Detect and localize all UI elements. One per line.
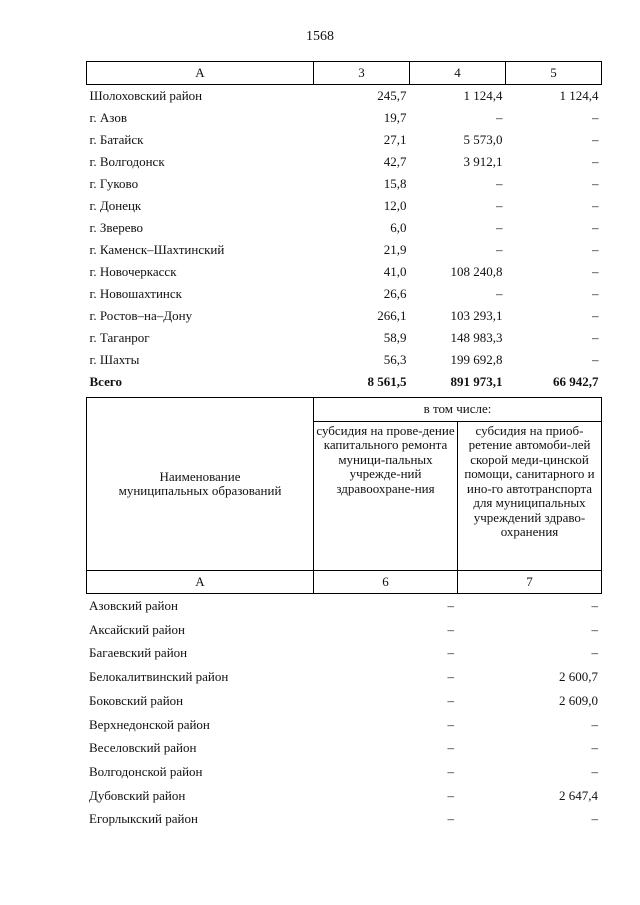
table-row (87, 327, 602, 349)
cell-value: – (592, 264, 599, 279)
cell-value: 66 942,7 (553, 374, 599, 389)
table-row (86, 594, 601, 618)
cell-value: 56,3 (383, 352, 407, 367)
table-row (86, 689, 601, 713)
cell-value: – (496, 286, 503, 301)
cell-name: Веселовский район (89, 740, 197, 756)
cell-value: – (447, 716, 454, 732)
table-row (87, 173, 602, 195)
cell-value: – (592, 132, 599, 147)
cell-name: Аксайский район (89, 621, 185, 637)
group-header: в том числе: (314, 398, 602, 422)
cell-name: г. Зверево (89, 220, 144, 235)
header-cell: 6 (314, 571, 458, 594)
cell-name: г. Шахты (89, 352, 140, 367)
cell-name: г. Батайск (89, 132, 144, 147)
table-row (87, 195, 602, 217)
cell-value: – (447, 811, 454, 827)
cell-value: – (496, 110, 503, 125)
cell-name: Багаевский район (89, 645, 188, 661)
cell-value: 42,7 (383, 154, 407, 169)
table-row (87, 217, 602, 239)
cell-value: 41,0 (383, 264, 407, 279)
table-1-total-row (87, 371, 602, 393)
cell-name: г. Каменск–Шахтинский (89, 242, 225, 257)
cell-value: 21,9 (383, 242, 407, 257)
cell-name: Всего (89, 374, 122, 389)
cell-name: г. Новочеркасск (89, 264, 177, 279)
table-row (87, 283, 602, 305)
name-column-header-text: Наименование муниципальных образований (118, 468, 282, 498)
cell-value: – (447, 787, 454, 803)
cell-value: 266,1 (377, 308, 407, 323)
cell-name: Белокалитвинский район (89, 669, 229, 685)
cell-name: г. Волгодонск (89, 154, 165, 169)
cell-value: 103 293,1 (450, 308, 503, 323)
table-row (87, 107, 602, 129)
table-row (87, 129, 602, 151)
page-number: 1568 (306, 29, 334, 44)
cell-value: 1 124,4 (463, 88, 503, 103)
cell-value: 27,1 (383, 132, 407, 147)
cell-name: Шолоховский район (89, 88, 203, 103)
cell-value: – (592, 352, 599, 367)
cell-name: Егорлыкский район (89, 811, 198, 827)
table-row (86, 665, 601, 689)
header-cell: 5 (506, 62, 602, 85)
cell-value: – (592, 286, 599, 301)
header-cell: А (87, 62, 314, 85)
header-cell: 7 (458, 571, 602, 594)
header-cell: 4 (410, 62, 506, 85)
header-cell: 3 (314, 62, 410, 85)
cell-value: – (592, 242, 599, 257)
cell-name: Волгодонской район (89, 763, 203, 779)
cell-value: – (592, 330, 599, 345)
cell-value: 58,9 (383, 330, 407, 345)
table-1 (86, 61, 602, 393)
cell-value: – (447, 645, 454, 661)
cell-value: – (447, 598, 454, 613)
cell-value: 891 973,1 (450, 374, 503, 389)
table-row (87, 151, 602, 173)
cell-value: – (591, 645, 598, 661)
table-row (87, 261, 602, 283)
cell-name: г. Гуково (89, 176, 139, 191)
cell-value: 2 647,4 (559, 787, 598, 803)
cell-value: – (592, 220, 599, 235)
cell-value: 5 573,0 (463, 132, 503, 147)
table-row (86, 618, 601, 642)
cell-value: – (496, 242, 503, 257)
cell-value: – (496, 176, 503, 191)
cell-value: – (591, 740, 598, 756)
cell-value: 108 240,8 (450, 264, 503, 279)
cell-value: – (592, 308, 599, 323)
cell-name: Дубовский район (89, 787, 186, 803)
cell-value: 26,6 (383, 286, 407, 301)
table-row (86, 760, 601, 784)
cell-value: 19,7 (383, 110, 407, 125)
cell-value: – (592, 110, 599, 125)
cell-value: 15,8 (383, 176, 407, 191)
cell-value: 3 912,1 (463, 154, 503, 169)
cell-value: – (591, 621, 598, 637)
cell-value: 199 692,8 (450, 352, 503, 367)
header-cell: А (87, 571, 314, 594)
name-column-header (87, 398, 314, 571)
table-row (87, 85, 602, 108)
cell-value: – (591, 763, 598, 779)
table-row (87, 305, 602, 327)
table-row (87, 349, 602, 371)
table-2 (86, 594, 601, 831)
cell-value: 6,0 (390, 220, 407, 235)
cell-value: – (447, 763, 454, 779)
table-row (86, 784, 601, 808)
cell-value: – (591, 716, 598, 732)
cell-value: 12,0 (383, 198, 407, 213)
cell-value: 245,7 (377, 88, 407, 103)
cell-name: г. Ростов–на–Дону (89, 308, 193, 323)
table-2-body (86, 594, 601, 831)
cell-value: – (496, 198, 503, 213)
cell-value: – (592, 198, 599, 213)
table-row (86, 641, 601, 665)
cell-value: – (592, 154, 599, 169)
table-1-body (87, 85, 602, 372)
cell-value: – (447, 692, 454, 708)
cell-name: г. Донецк (89, 198, 142, 213)
table-row (86, 807, 601, 831)
cell-value: – (592, 176, 599, 191)
col6-header: субсидия на прове-дение капитального ремонта муници-пальных учрежде-ний здравоохране-ния (314, 421, 458, 570)
cell-value: 1 124,4 (559, 88, 599, 103)
cell-name: г. Азов (89, 110, 127, 125)
cell-name: Боковский район (89, 692, 184, 708)
table-row (87, 239, 602, 261)
cell-value: – (591, 598, 598, 613)
cell-value: 8 561,5 (367, 374, 407, 389)
table-2-header (86, 397, 602, 594)
cell-value: – (447, 621, 454, 637)
col7-header: субсидия на приоб-ретение автомоби-лей скорой меди-цинской помощи, санитарного и ино-го автотранспорта для муниципальных учреждений здраво-охранения (458, 421, 602, 570)
cell-value: 2 600,7 (559, 669, 598, 685)
table-row (86, 713, 601, 737)
cell-value: – (447, 740, 454, 756)
cell-value: – (591, 811, 598, 827)
cell-name: г. Таганрог (89, 330, 150, 345)
cell-value: – (447, 669, 454, 685)
cell-name: Верхнедонской район (89, 716, 210, 732)
table-1-header (87, 62, 602, 85)
cell-value: 2 609,0 (559, 692, 598, 708)
cell-value: 148 983,3 (450, 330, 503, 345)
cell-name: Азовский район (89, 598, 178, 613)
table-row (86, 736, 601, 760)
cell-value: – (496, 220, 503, 235)
cell-name: г. Новошахтинск (89, 286, 182, 301)
